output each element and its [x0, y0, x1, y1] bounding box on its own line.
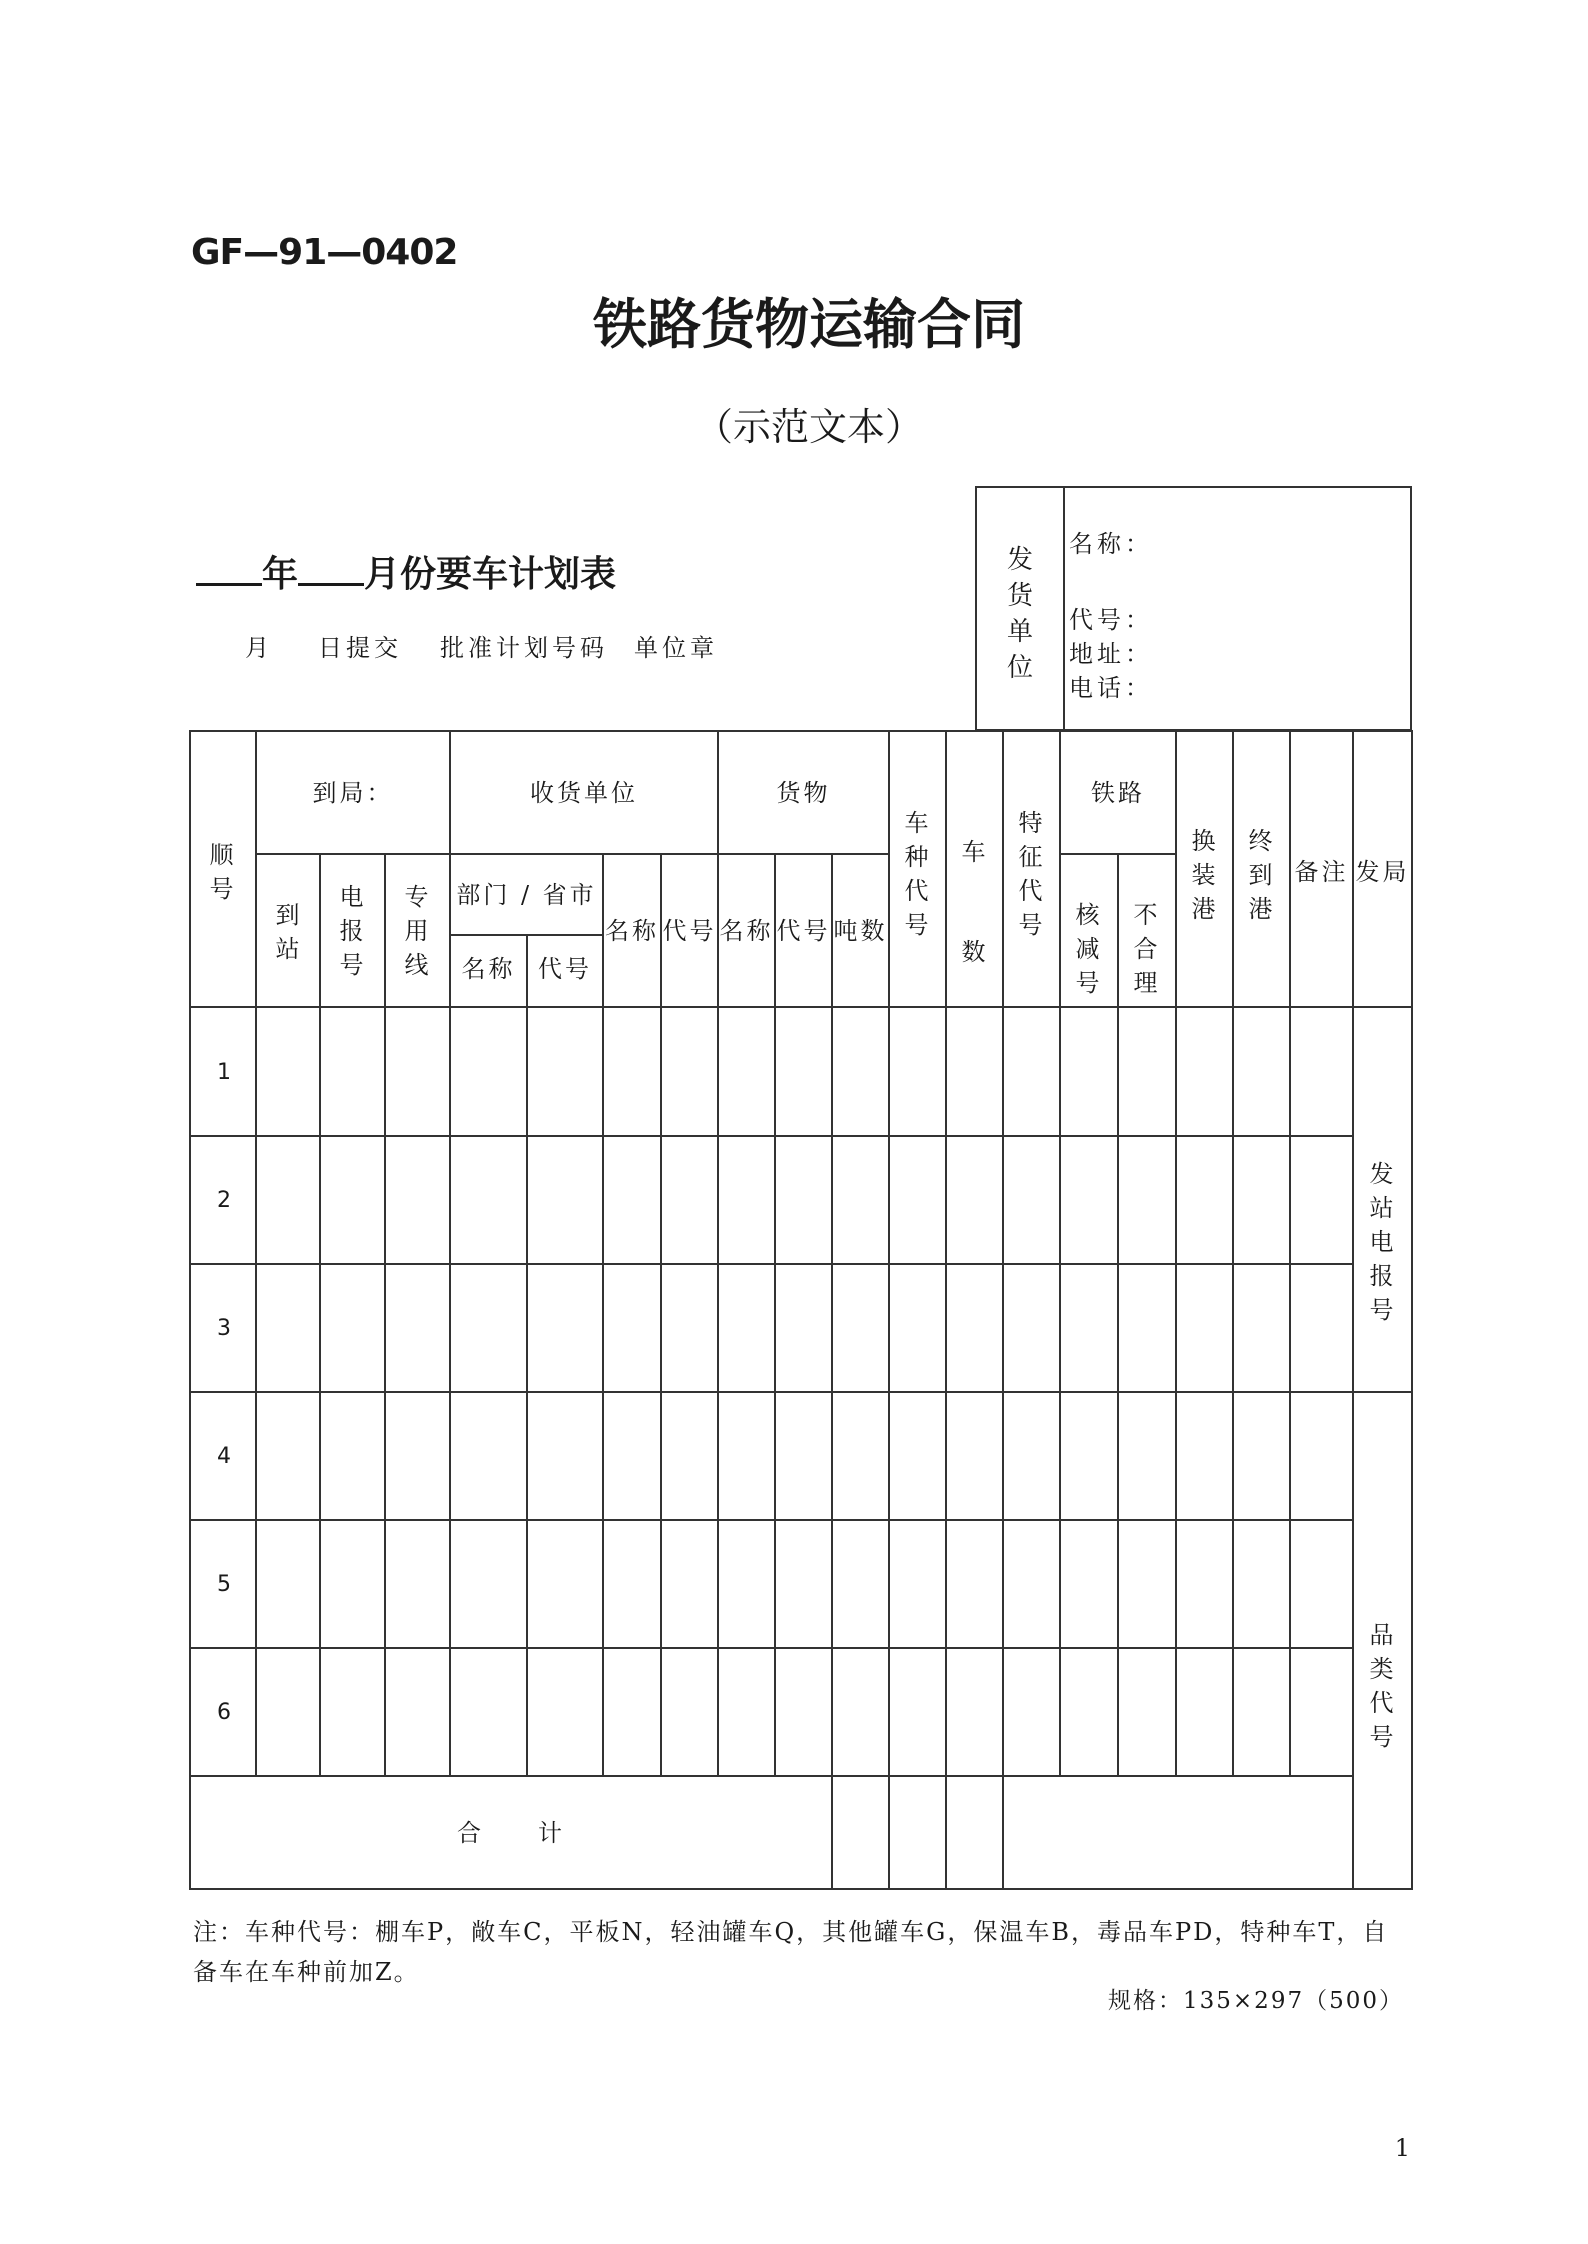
header-private-line: 专用线 [404, 883, 432, 979]
approved-plan-number: 批准计划号码 [440, 634, 608, 662]
origin-telegraph-label: 发站电报号 [1369, 1160, 1397, 1324]
document-title: 铁路货物运输合同 [593, 293, 1025, 356]
header-telegraph-no: 电报号 [339, 883, 367, 979]
document-subtitle: （示范文本） [694, 405, 923, 449]
page-number: 1 [1394, 2134, 1410, 2162]
row-number: 2 [217, 1188, 231, 1213]
sender-name-label: 名称： [1069, 530, 1153, 558]
header-goods-code: 代号 [776, 917, 831, 945]
header-arrival-station: 到站 [275, 901, 303, 963]
unit-seal: 单位章 [634, 634, 718, 662]
sender-phone-label: 电话： [1069, 674, 1153, 702]
year-suffix: 年 [262, 553, 299, 595]
header-dept-name: 名称 [461, 955, 516, 983]
document-code: GF—91—0402 [191, 232, 458, 273]
header-goods-name: 名称 [719, 917, 774, 945]
header-remarks: 备注 [1294, 858, 1349, 886]
header-railway: 铁路 [1091, 779, 1145, 807]
header-consignee-name: 名称 [605, 917, 659, 945]
footnote: 注：车种代号：棚车P，敞车C，平板N，轻油罐车Q，其他罐车G，保温车B，毒品车PD，特种车T，自备车在车种前加Z。 [193, 1918, 1389, 1986]
header-dept-province: 部门 / 省市 [456, 881, 597, 909]
header-car-count: 车数 [961, 838, 989, 966]
month-suffix: 月份要车计划表 [364, 553, 617, 595]
submit-day: 日提交 [318, 634, 402, 662]
header-seq: 顺号 [209, 841, 237, 903]
category-code-label: 品类代号 [1369, 1621, 1397, 1751]
header-car-type-code: 车种代号 [904, 809, 932, 939]
row-number: 1 [217, 1060, 231, 1085]
header-origin-bureau: 发局 [1355, 858, 1410, 886]
sender-address-label: 地址： [1069, 640, 1153, 668]
header-dept-code: 代号 [538, 955, 592, 983]
specification: 规格：135×297（500） [1108, 1988, 1404, 2014]
sender-code-label: 代号： [1069, 606, 1153, 634]
header-transfer-port: 换装港 [1191, 827, 1219, 923]
header-goods: 货物 [776, 779, 831, 807]
header-arrival-bureau: 到局： [312, 779, 394, 807]
row-number: 6 [217, 1700, 231, 1725]
header-consignee: 收货单位 [530, 779, 638, 807]
header-terminal-port: 终到港 [1248, 827, 1276, 923]
row-number: 4 [217, 1444, 231, 1469]
header-goods-tons: 吨数 [833, 917, 888, 945]
header-railway-reduce: 核减号 [1075, 901, 1103, 997]
header-consignee-code: 代号 [662, 917, 717, 945]
row-number: 3 [217, 1316, 231, 1341]
row-number: 5 [217, 1572, 231, 1597]
submit-month: 月 [245, 634, 273, 662]
sender-label: 发货单位 [1006, 545, 1033, 683]
header-railway-unreasonable: 不合理 [1133, 901, 1161, 997]
total-row-label: 合 计 [457, 1819, 565, 1847]
header-feature-code: 特征代号 [1018, 809, 1046, 939]
